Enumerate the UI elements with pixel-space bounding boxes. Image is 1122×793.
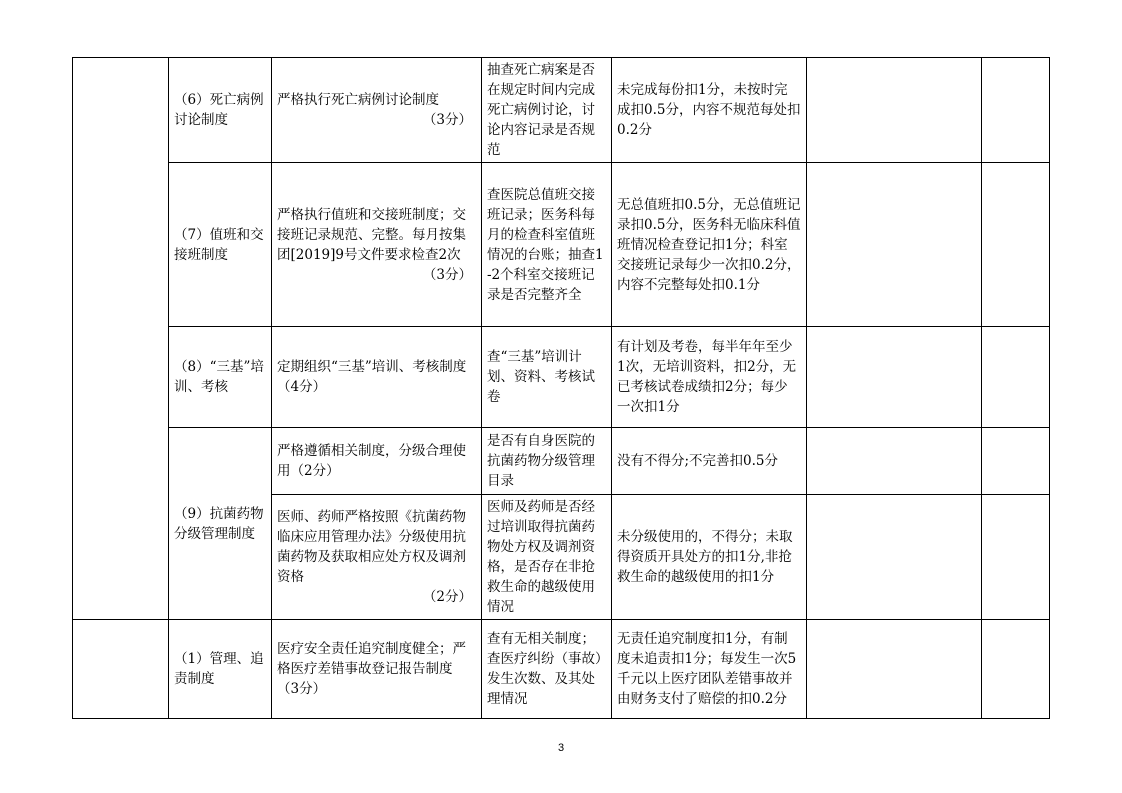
method-cell: 医师及药师是否经过培训取得抗菌药物处方权及调剂资格，是否存在非抢救生命的越级使用情况 <box>482 495 612 620</box>
page-number: 3 <box>557 742 565 754</box>
deduction-cell: 无责任追究制度扣1分，有制度未追责扣1分；每发生一次5千元以上医疗团队差错事故并由财务支付了赔偿的扣0.2分 <box>612 620 807 719</box>
score-cell <box>807 58 982 163</box>
item-cell: （1）管理、追责制度 <box>169 620 272 719</box>
method-cell: 查医院总值班交接班记录；医务科每月的检查科室值班情况的台账；抽查1-2个科室交接班记录是否完整齐全 <box>482 163 612 327</box>
remark-cell <box>982 58 1050 163</box>
deduction-cell: 没有不得分;不完善扣0.5分 <box>612 428 807 495</box>
deduction-cell: 无总值班扣0.5分，无总值班记录扣0.5分，医务科无临床科值班情况检查登记扣1分；科室交接班记录每少一次扣0.2分，内容不完整每处扣0.1分 <box>612 163 807 327</box>
table-row <box>73 620 1050 719</box>
score-cell <box>807 327 982 428</box>
deduction-cell: 未分级使用的，不得分；未取得资质开具处方的扣1分,非抢救生命的越级使用的扣1分 <box>612 495 807 620</box>
method-cell: 是否有自身医院的抗菌药物分级管理目录 <box>482 428 612 495</box>
requirement-cell <box>272 58 482 163</box>
requirement-cell <box>272 163 482 327</box>
item-cell: （9）抗菌药物分级管理制度 <box>169 428 272 620</box>
points-text: （3分） <box>422 112 472 128</box>
remark-cell <box>982 327 1050 428</box>
remark-cell <box>982 428 1050 495</box>
table-row <box>73 428 1050 495</box>
requirement-text: 严格执行值班和交接班制度；交接班记录规范、完整。每月按集团[2019]9号文件要求检查2次 <box>277 206 466 263</box>
remark-cell <box>982 163 1050 327</box>
table-row <box>73 327 1050 428</box>
item-cell: （7）值班和交接班制度 <box>169 163 272 327</box>
requirement-text: 严格执行死亡病例讨论制度 <box>277 92 439 108</box>
points-text: （2分） <box>422 589 472 605</box>
item-cell: （6）死亡病例讨论制度 <box>169 58 272 163</box>
requirement-cell <box>272 495 482 620</box>
item-cell: （8）“三基”培训、考核 <box>169 327 272 428</box>
category-cell <box>73 58 169 620</box>
method-cell: 查有无相关制度；查医疗纠纷（事故）发生次数、及其处理情况 <box>482 620 612 719</box>
score-cell <box>807 620 982 719</box>
requirement-cell: 医疗安全责任追究制度健全；严格医疗差错事故登记报告制度 （3分） <box>272 620 482 719</box>
points-text: （3分） <box>422 266 472 283</box>
deduction-cell: 有计划及考卷，每半年年至少1次，无培训资料，扣2分，无已考核试卷成绩扣2分；每少一次扣1分 <box>612 327 807 428</box>
score-cell <box>807 495 982 620</box>
method-cell: 查“三基”培训计划、资料、考核试卷 <box>482 327 612 428</box>
deduction-cell: 未完成每份扣1分，未按时完成扣0.5分，内容不规范每处扣0.2分 <box>612 58 807 163</box>
score-cell <box>807 428 982 495</box>
remark-cell <box>982 620 1050 719</box>
assessment-table <box>72 57 1050 719</box>
category-cell <box>73 620 169 719</box>
table-row <box>73 58 1050 163</box>
requirement-text: 医师、药师严格按照《抗菌药物临床应用管理办法》分级使用抗菌药物及获取相应处方权及调剂资格 <box>277 509 466 585</box>
requirement-cell: 严格遵循相关制度，分级合理使用（2分） <box>272 428 482 495</box>
requirement-cell: 定期组织“三基”培训、考核制度 （4分） <box>272 327 482 428</box>
score-cell <box>807 163 982 327</box>
remark-cell <box>982 495 1050 620</box>
table-row <box>73 163 1050 327</box>
method-cell: 抽查死亡病案是否在规定时间内完成死亡病例讨论，讨论内容记录是否规范 <box>482 58 612 163</box>
